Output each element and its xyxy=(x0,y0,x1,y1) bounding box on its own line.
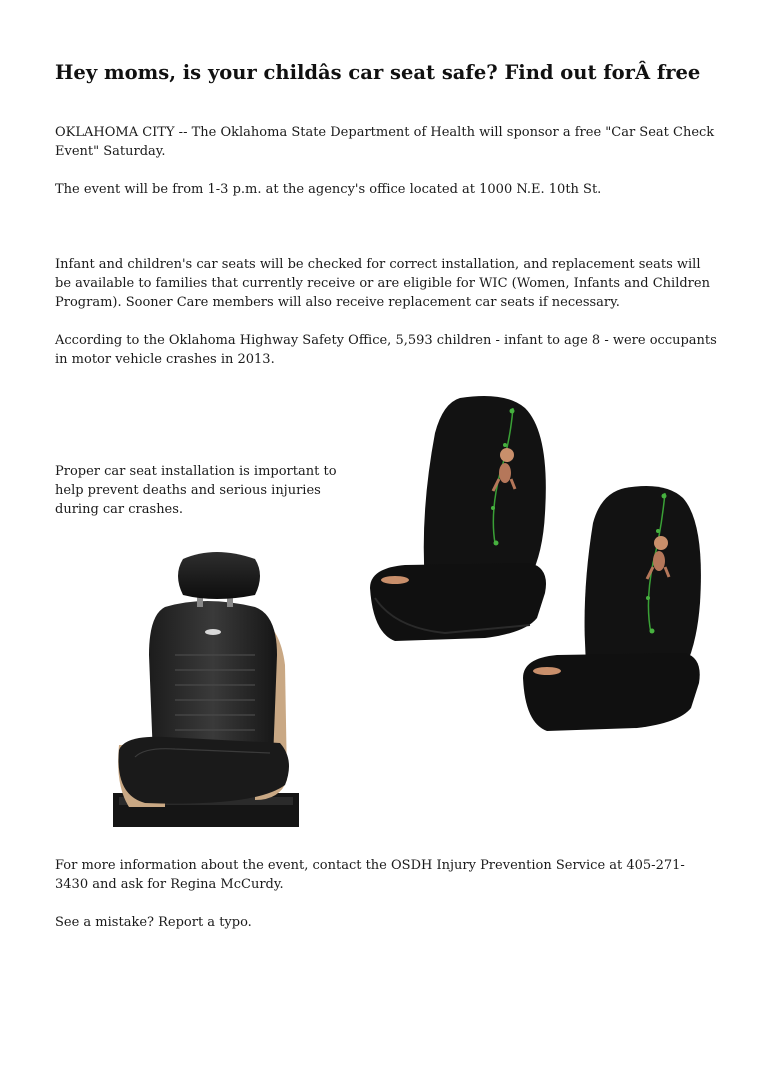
paragraph-report-typo: See a mistake? Report a typo. xyxy=(55,915,252,930)
seat-cover-front xyxy=(370,396,546,641)
paragraph-intro: OKLAHOMA CITY -- The Oklahoma State Department of Health will sponsor a free "Car Seat Check Event" Saturday. xyxy=(55,125,715,159)
monkey-seat-covers-illustration xyxy=(365,393,705,733)
leather-car-seat-illustration xyxy=(105,545,305,830)
monkey-seat-covers-image xyxy=(365,393,705,733)
paragraph-contact: For more information about the event, contact the OSDH Injury Prevention Service at 405-271-3430 and ask for Regina McCurdy. xyxy=(55,858,685,892)
leather-car-seat-image xyxy=(105,545,305,830)
paragraph-installation: Infant and children's car seats will be checked for correct installation, and replacement seats will be available to families that currently receive or are eligible for WIC (Women, Infants and Children Program). Sooner Care members will also receive replacement car seats if necessary. xyxy=(55,257,710,310)
paragraph-event-time: The event will be from 1-3 p.m. at the agency's office located at 1000 N.E. 10th St. xyxy=(55,182,602,197)
seat-cover-back xyxy=(523,486,701,731)
paragraph-importance: Proper car seat installation is important to help prevent deaths and serious injuries during car crashes. xyxy=(55,464,337,517)
paragraph-statistics: According to the Oklahoma Highway Safety Office, 5,593 children - infant to age 8 - were occupants in motor vehicle crashes in 2013. xyxy=(55,333,717,367)
article-title: Hey moms, is your childâs car seat safe? Find out forÂ free xyxy=(55,61,701,84)
